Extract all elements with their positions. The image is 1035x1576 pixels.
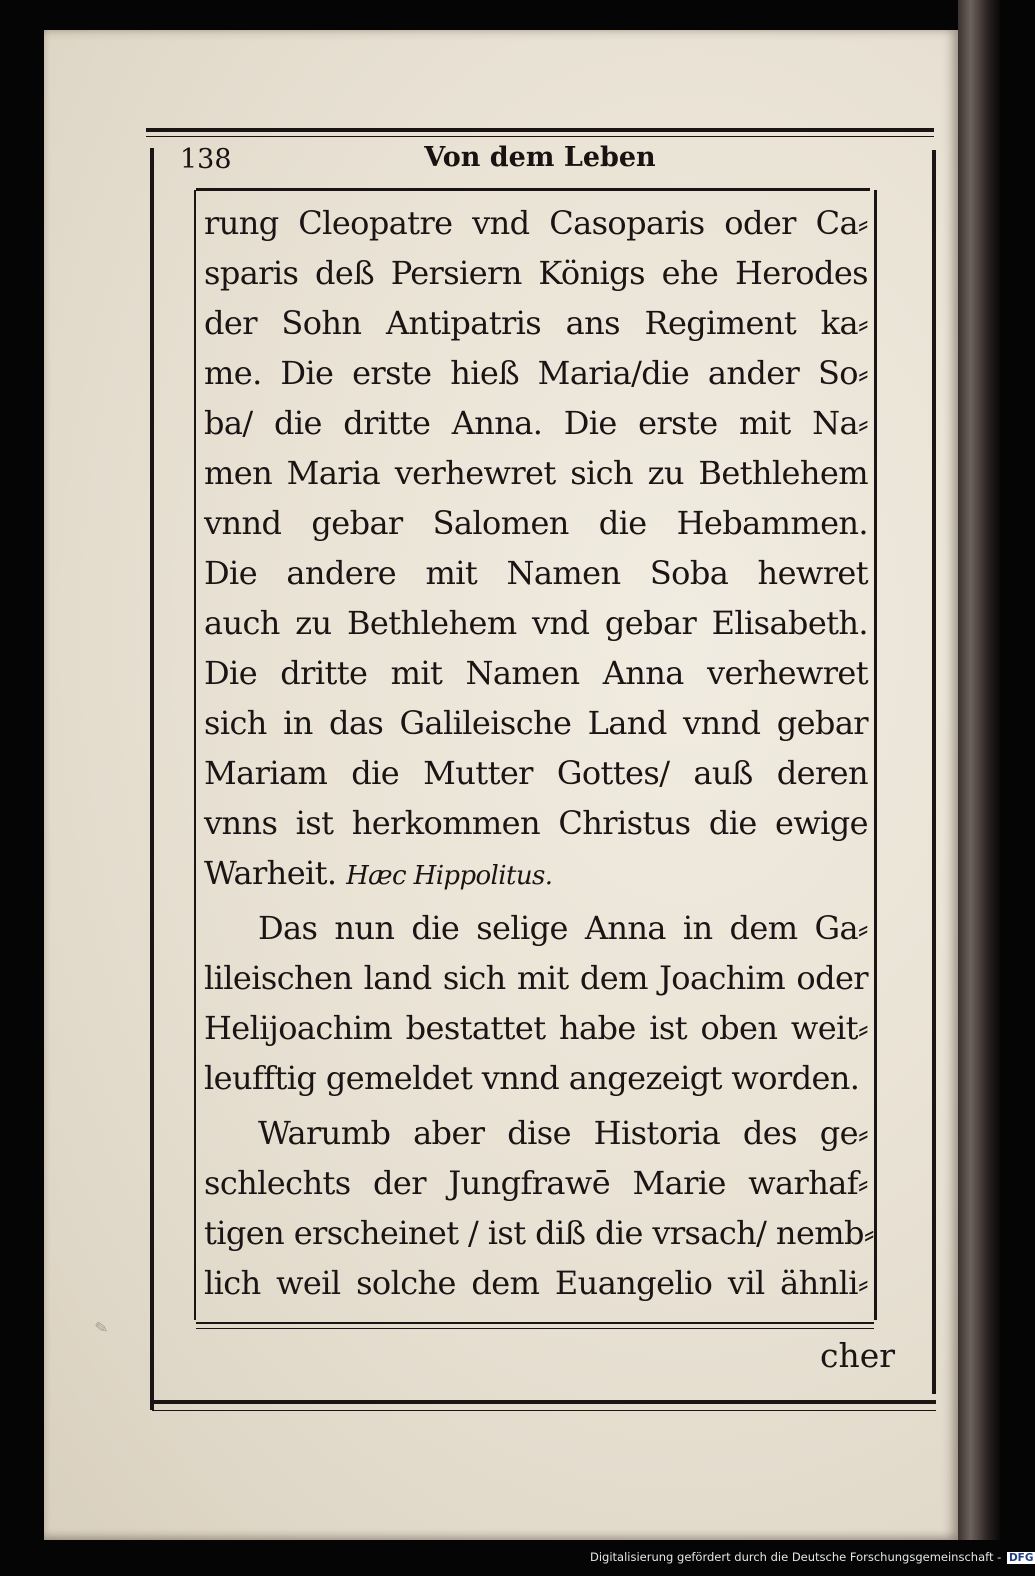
paragraph-first-line: Warumb aber dise Historia des ge⸗: [258, 1114, 868, 1152]
latin-citation: Hæc Hippolitus.: [346, 861, 553, 891]
text-frame-bottom: [196, 1322, 874, 1324]
text-line: auch zu Bethlehem vnd gebar Elisabeth.: [204, 604, 868, 642]
credit-text: Digitalisierung gefördert durch die Deutsche Forschungsgemeinschaft -: [590, 1550, 1002, 1564]
frame-rule-bottom-thin: [152, 1410, 936, 1411]
text-frame-left: [194, 190, 196, 1320]
digitization-credit: [590, 1550, 1034, 1570]
catchword: cher: [820, 1336, 896, 1375]
dfg-logo: DFG: [1008, 1552, 1034, 1564]
frame-rule-right: [932, 150, 936, 1394]
frame-rule-bottom: [152, 1400, 936, 1404]
text-line: Die andere mit Namen Soba hewret: [204, 554, 868, 592]
text-line: Mariam die Mutter Gottes/ auß deren: [204, 754, 868, 792]
text-line: sich in das Galileische Land vnnd gebar: [204, 704, 868, 742]
text-line: lich weil solche dem Euangelio vil ähnli⸗: [204, 1264, 868, 1302]
text-line: Helijoachim bestattet habe ist oben weit⸗: [204, 1009, 868, 1047]
running-head: Von dem Leben: [424, 142, 656, 173]
main-text-block: [204, 200, 874, 1320]
frame-rule-left: [150, 148, 154, 1410]
text-line: me. Die erste hieß Maria/die ander So⸗: [204, 354, 868, 392]
text-line: schlechts der Jungfrawē Marie warhaf⸗: [204, 1164, 868, 1202]
text-line: leufftig gemeldet vnnd angezeigt worden.: [204, 1059, 860, 1097]
text-line: Die dritte mit Namen Anna verhewret: [204, 654, 868, 692]
page-number: 138: [180, 144, 232, 175]
text-line: tigen erscheinet / ist diß die vrsach/ nemb⸗: [204, 1214, 874, 1252]
book-spine-edge: [958, 0, 1000, 1540]
frame-rule-top: [146, 128, 934, 132]
text-line: vnnd gebar Salomen die Hebammen.: [204, 504, 868, 542]
text-line: der Sohn Antipatris ans Regiment ka⸗: [204, 304, 868, 342]
frame-rule-top-thin: [146, 136, 934, 137]
text-line: vnns ist herkommen Christus die ewige: [204, 804, 868, 842]
text-line: rung Cleopatre vnd Casoparis oder Ca⸗: [204, 204, 868, 242]
text-frame-top: [196, 188, 870, 191]
text-frame-right: [874, 190, 877, 1320]
text-line: men Maria verhewret sich zu Bethlehem: [204, 454, 868, 492]
text-line: ba/ die dritte Anna. Die erste mit Na⸗: [204, 404, 868, 442]
text-line: lileischen land sich mit dem Joachim oder: [204, 959, 868, 997]
text-line-main: Warheit.: [204, 854, 337, 892]
paragraph-first-line: Das nun die selige Anna in dem Ga⸗: [258, 909, 868, 947]
text-frame-bottom-thin: [196, 1328, 874, 1329]
text-line: sparis deß Persiern Königs ehe Herodes: [204, 254, 868, 292]
text-line-last: [204, 850, 868, 896]
ink-smudge: ✎: [93, 1317, 110, 1339]
